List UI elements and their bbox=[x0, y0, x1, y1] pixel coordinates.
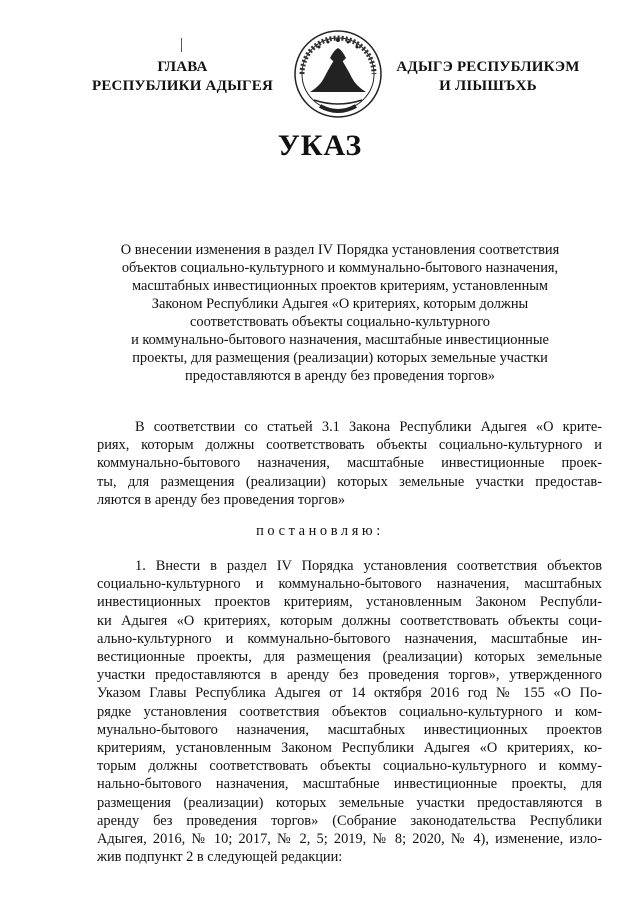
header-right-line-2: И ЛІЫШЪХЬ bbox=[439, 78, 537, 94]
subject-line: предоставляются в аренду без проведения торгов» bbox=[185, 368, 495, 384]
paragraph-line: Указом Главы Республика Адыгея от 14 октября 2016 год № 155 «О По- bbox=[97, 685, 602, 702]
coat-of-arms-emblem bbox=[290, 28, 386, 124]
paragraph-line: В соответствии со статьей 3.1 Закона Республики Адыгея «О крите- bbox=[135, 419, 602, 435]
subject-line: масштабных инвестиционных проектов критериям, установленным bbox=[131, 278, 549, 294]
paragraph-line: мунально-бытового назначения, масштабных инвестиционных проектов bbox=[97, 721, 602, 738]
document-title: УКАЗ bbox=[277, 129, 363, 162]
paragraph-line: жив подпункт 2 в следующей редакции: bbox=[97, 849, 343, 866]
paragraph-line: участки предоставляются в аренду без проведения торгов», утвержденного bbox=[97, 667, 602, 684]
item-1-paragraph bbox=[97, 557, 602, 866]
decree-subject bbox=[90, 241, 590, 385]
paragraph-line: аренду без проведения торгов» (Собрание законодательства Республики bbox=[97, 812, 602, 829]
paragraph-line: торым должны соответствовать объекты социально-культурного и комму- bbox=[97, 758, 602, 775]
header-authority-ady bbox=[378, 58, 598, 96]
decree-word: постановляю: bbox=[256, 523, 384, 539]
header-left-line-2: РЕСПУБЛИКИ АДЫГЕЯ bbox=[91, 78, 274, 94]
paragraph-line: ки Адыгея «О критериях, которым должны соответствовать объекты соци- bbox=[97, 612, 602, 629]
intro-paragraph bbox=[97, 418, 602, 509]
subject-line: и коммунально-бытового назначения, масштабные инвестиционные bbox=[131, 332, 549, 348]
subject-line: соответствовать объекты социально-культурного bbox=[189, 314, 491, 330]
paragraph-line: коммунально-бытового назначения, масштабные инвестиционные проек- bbox=[97, 455, 602, 472]
paragraph-line: ально-культурного и коммунально-бытового назначения, масштабные ин- bbox=[97, 630, 602, 647]
paragraph-line: ляются в аренду без проведения торгов» bbox=[97, 491, 346, 508]
paragraph-line: инвестиционных проектов критериям, установленным Законом Республи- bbox=[97, 594, 602, 611]
paragraph-line: нально-бытового назначения, масштабные инвестиционные проекты, для bbox=[97, 776, 602, 793]
header-right-line-1: АДЫГЭ РЕСПУБЛИКЭМ bbox=[396, 59, 580, 75]
paragraph-line: 1. Внести в раздел IV Порядка установления соответствия объектов bbox=[135, 558, 602, 574]
paragraph-line: критериям, установленным Законом Республики Адыгея «О критериях, ко- bbox=[97, 740, 602, 757]
paragraph-line: вестиционные проекты, для размещения (реализации) которых земельные bbox=[97, 649, 602, 666]
paragraph-line: социально-культурного и коммунально-бытового назначения, масштабных bbox=[97, 576, 602, 593]
paragraph-line: Адыгея, 2016, № 10; 2017, № 2, 5; 2019, № 8; 2020, № 4), изменение, изло- bbox=[97, 831, 602, 848]
paragraph-line: риях, которым должны соответствовать объекты социально-культурного и bbox=[97, 437, 602, 454]
header-left-line-1: ГЛАВА bbox=[157, 59, 208, 75]
subject-line: объектов социально-культурного и коммунально-бытового назначения, bbox=[121, 260, 559, 276]
paragraph-line: рядке установления соответствия объектов социально-культурного и ком- bbox=[97, 703, 602, 720]
subject-line: Законом Республики Адыгея «О критериях, которым должны bbox=[151, 296, 529, 312]
header-authority-ru bbox=[60, 58, 305, 96]
subject-line: О внесении изменения в раздел IV Порядка установления соответствия bbox=[120, 242, 560, 258]
paragraph-line: ты, для размещения (реализации) которых земельные участки предостав- bbox=[97, 473, 602, 490]
scan-mark bbox=[181, 38, 182, 52]
subject-line: проекты, для размещения (реализации) которых земельные участки bbox=[132, 350, 548, 366]
paragraph-line: размещения (реализации) которых земельные участки предоставляются в bbox=[97, 794, 602, 811]
